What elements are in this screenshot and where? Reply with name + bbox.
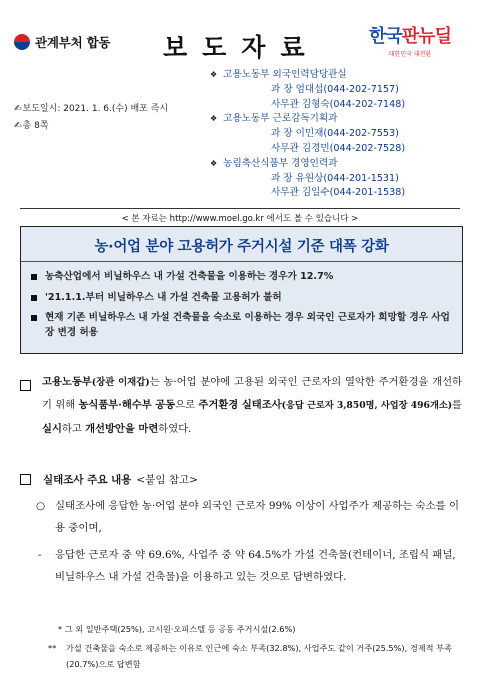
brand-text-b: 판뉴딜 — [401, 26, 451, 47]
page-title: 보도자료 — [163, 33, 320, 62]
page-count: 총 8쪽 — [22, 121, 49, 131]
contact-dept: ❖ 고용노동부 근로감독기획과 — [210, 113, 338, 125]
brand-text-a: 한국 — [369, 26, 402, 47]
section-ref: <붙임 참고> — [136, 474, 198, 486]
circle-bullet: ○ — [36, 500, 46, 512]
square-bullet-icon — [31, 274, 37, 280]
diamond-icon: ❖ — [210, 158, 218, 168]
pen-icon: ✍ — [14, 121, 22, 131]
footnote: * 그 외 일반주택(25%), 고시원·오피스텔 등 공동 주거시설(2.6%) — [58, 624, 296, 634]
korean-new-deal-logo — [355, 22, 465, 58]
footnote: ** 가설 건축물을 숙소로 제공하는 이유로 인근에 숙소 부족(32.8%), 사업주도 같이 거주(25.5%), 경제적 부족(20.7%)으로 답변함 — [48, 643, 452, 669]
summary-bullet: '21.1.1.부터 비닐하우스 내 가설 건축물 고용허가 불허 — [31, 291, 456, 306]
contact-dept: ❖ 농림축산식품부 경영인력과 — [210, 157, 338, 169]
press-header — [0, 0, 480, 210]
gov-label: 관계부처 합동 — [35, 35, 111, 50]
section-title: 실태조사 주요 내용 — [43, 474, 132, 486]
section-heading — [20, 472, 198, 487]
survey-item: ○ 실태조사에 응답한 농·어업 분야 외국인 근로자 99% 이상이 사업주가 제공하는 숙소를 이용 중이며, — [36, 496, 462, 539]
diamond-icon: ❖ — [210, 70, 218, 79]
summary-bullet: 농축산업에서 비닐하우스 내 가설 건축물을 이용하는 경우가 12.7% — [31, 270, 456, 285]
summary-bullet: 현재 기존 비닐하우스 내 가설 건축물을 숙소로 이용하는 경우 외국인 근로자가 희망할 경우 사업장 변경 허용 — [31, 311, 456, 340]
gov-logo — [14, 33, 110, 51]
release-meta — [14, 101, 168, 135]
pen-icon: ✍ — [14, 104, 22, 114]
release-date: 보도일시: 2021. 1. 6.(수) 배포 즉시 — [22, 104, 169, 114]
survey-item: - 응답한 근로자 중 약 69.6%, 사업주 중 약 64.5%가 가설 건축물(컨테이너, 조립식 패널, 비닐하우스 내 가설 건축물)을 이용하고 있는 것으로 답변하였다. — [36, 545, 462, 588]
square-bullet-icon — [31, 295, 37, 301]
contact-row: 과 장 엄대섭(044-202-7157) — [271, 83, 399, 95]
contact-list — [210, 68, 478, 201]
intro-paragraph: 고용노동부(장관 이재갑)는 농·어업 분야에 고용된 외국인 근로자의 열악한 주거환경을 개선하기 위해 농식품부·해수부 공동으로 주거환경 실태조사(응답 근로자 3,850명, 사업장 496개소)를 실시하고 개선방안을 마련하였다. — [42, 376, 463, 435]
contact-row: 과 장 이민재(044-202-7553) — [271, 128, 399, 140]
website-notice: < 본 자료는 http://www.moel.go.kr 에서도 볼 수 있습니다 > — [20, 208, 460, 224]
summary-title: 농·어업 분야 고용허가 주거시설 기준 대폭 강화 — [94, 239, 389, 255]
dash-bullet: - — [38, 549, 42, 561]
contact-row: 사무관 김경민(044-202-7528) — [271, 142, 406, 154]
divider — [21, 261, 462, 262]
contact-row: 과 장 유원상(044-201-1531) — [271, 172, 399, 184]
contact-row: 사무관 김일수(044-201-1538) — [271, 187, 406, 199]
contact-row: 사무관 김형숙(044-202-7148) — [271, 98, 406, 110]
checkbox-icon — [20, 380, 31, 391]
diamond-icon: ❖ — [210, 114, 218, 124]
checkbox-icon — [20, 474, 31, 485]
summary-box — [20, 226, 463, 354]
square-bullet-icon — [31, 315, 37, 321]
taegeuk-icon — [14, 34, 30, 50]
contact-dept: ❖ 고용노동부 외국인력담당관실 — [210, 69, 347, 80]
brand-subtext: 대한민국 대전환 — [388, 51, 432, 58]
